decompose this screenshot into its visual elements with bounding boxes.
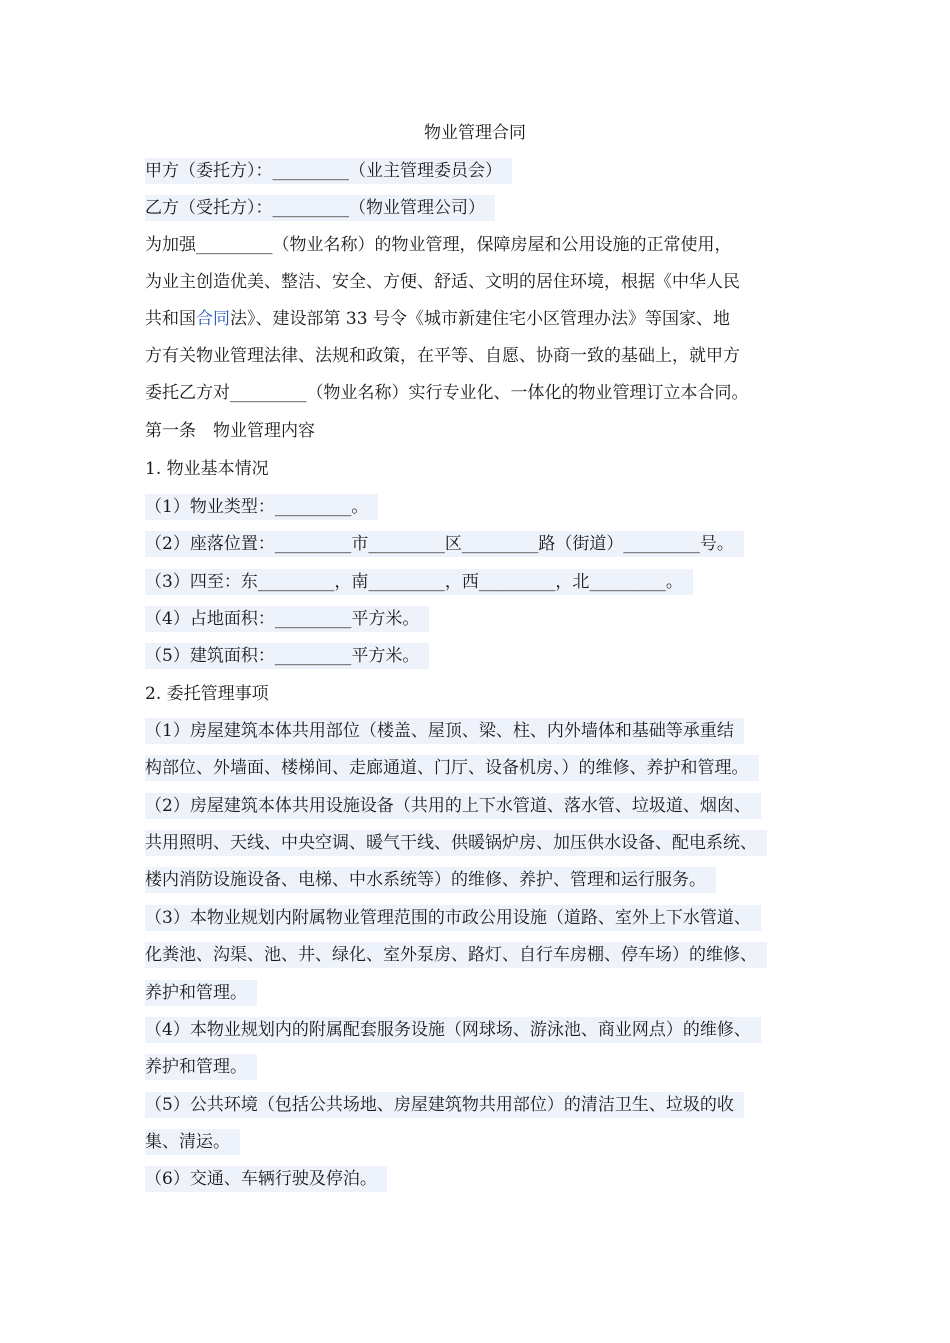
mgmt-item: 养护和管理。 (145, 1054, 257, 1080)
preamble-line-5: 委托乙方对_________（物业名称）实行专业化、一体化的物业管理订立本合同。 (145, 383, 749, 403)
preamble-line-1: 为加强_________（物业名称）的物业管理，保障房屋和公用设施的正常使用， (145, 235, 732, 255)
mgmt-item: （1）房屋建筑本体共用部位（楼盖、屋顶、梁、柱、内外墙体和基础等承重结 (145, 718, 744, 744)
contract-law-link[interactable]: 合同 (196, 309, 230, 329)
preamble-text-b: 法》、建设部第 33 号令《城市新建住宅小区管理办法》等国家、地 (230, 309, 730, 329)
document-title: 物业管理合同 (424, 123, 526, 143)
mgmt-item: 楼内消防设施设备、电梯、中水系统等）的维修、养护、管理和运行服务。 (145, 867, 716, 893)
mgmt-item: （6）交通、车辆行驶及停泊。 (145, 1166, 387, 1192)
mgmt-line-7 (145, 942, 767, 968)
mgmt-line-13 (145, 1166, 387, 1192)
mgmt-line-3 (145, 793, 761, 819)
mgmt-line-9 (145, 1017, 761, 1043)
mgmt-line-2 (145, 755, 759, 781)
property-type: （1）物业类型：_________。 (145, 494, 378, 520)
party-a-line (145, 158, 512, 184)
mgmt-line-5 (145, 867, 716, 893)
section-1-heading: 1. 物业基本情况 (145, 459, 269, 479)
mgmt-item: （2）房屋建筑本体共用设施设备（共用的上下水管道、落水管、垃圾道、烟囱、 (145, 793, 761, 819)
article-1-heading: 第一条 物业管理内容 (145, 421, 315, 441)
mgmt-line-10 (145, 1054, 257, 1080)
item2-line (145, 531, 744, 557)
mgmt-line-8 (145, 980, 257, 1006)
building-area: （5）建筑面积：_________平方米。 (145, 643, 429, 669)
mgmt-item: 集、清运。 (145, 1129, 240, 1155)
mgmt-line-12 (145, 1129, 240, 1155)
boundaries: （3）四至：东_________，南_________，西_________，北_________。 (145, 569, 693, 595)
section-2-heading: 2. 委托管理事项 (145, 684, 269, 704)
mgmt-item: （4）本物业规划内的附属配套服务设施（网球场、游泳池、商业网点）的维修、 (145, 1017, 761, 1043)
mgmt-item: 共用照明、天线、中央空调、暖气干线、供暖锅炉房、加压供水设备、配电系统、 (145, 830, 767, 856)
party-b-line (145, 195, 495, 221)
mgmt-line-6 (145, 905, 761, 931)
preamble-line-3 (145, 306, 730, 332)
mgmt-line-4 (145, 830, 767, 856)
mgmt-item: 养护和管理。 (145, 980, 257, 1006)
location: （2）座落位置：_________市_________区_________路（街道）_________号。 (145, 531, 744, 557)
item3-line (145, 569, 693, 595)
mgmt-item: （5）公共环境（包括公共场地、房屋建筑物共用部位）的清洁卫生、垃圾的收 (145, 1092, 744, 1118)
land-area: （4）占地面积：_________平方米。 (145, 606, 429, 632)
item1-line (145, 494, 378, 520)
preamble-line-2: 为业主创造优美、整洁、安全、方便、舒适、文明的居住环境，根据《中华人民 (145, 272, 740, 292)
preamble-text-a: 共和国 (145, 309, 196, 329)
mgmt-item: 构部位、外墙面、楼梯间、走廊通道、门厅、设备机房、）的维修、养护和管理。 (145, 755, 759, 781)
preamble-line-4: 方有关物业管理法律、法规和政策，在平等、自愿、协商一致的基础上，就甲方 (145, 346, 740, 366)
party-a: 甲方（委托方）：_________（业主管理委员会） (145, 158, 512, 184)
mgmt-item: 化粪池、沟渠、池、井、绿化、室外泵房、路灯、自行车房棚、停车场）的维修、 (145, 942, 767, 968)
party-b: 乙方（受托方）：_________（物业管理公司） (145, 195, 495, 221)
item5-line (145, 643, 429, 669)
mgmt-line-1 (145, 718, 744, 744)
mgmt-line-11 (145, 1092, 744, 1118)
mgmt-item: （3）本物业规划内附属物业管理范围的市政公用设施（道路、室外上下水管道、 (145, 905, 761, 931)
item4-line (145, 606, 429, 632)
